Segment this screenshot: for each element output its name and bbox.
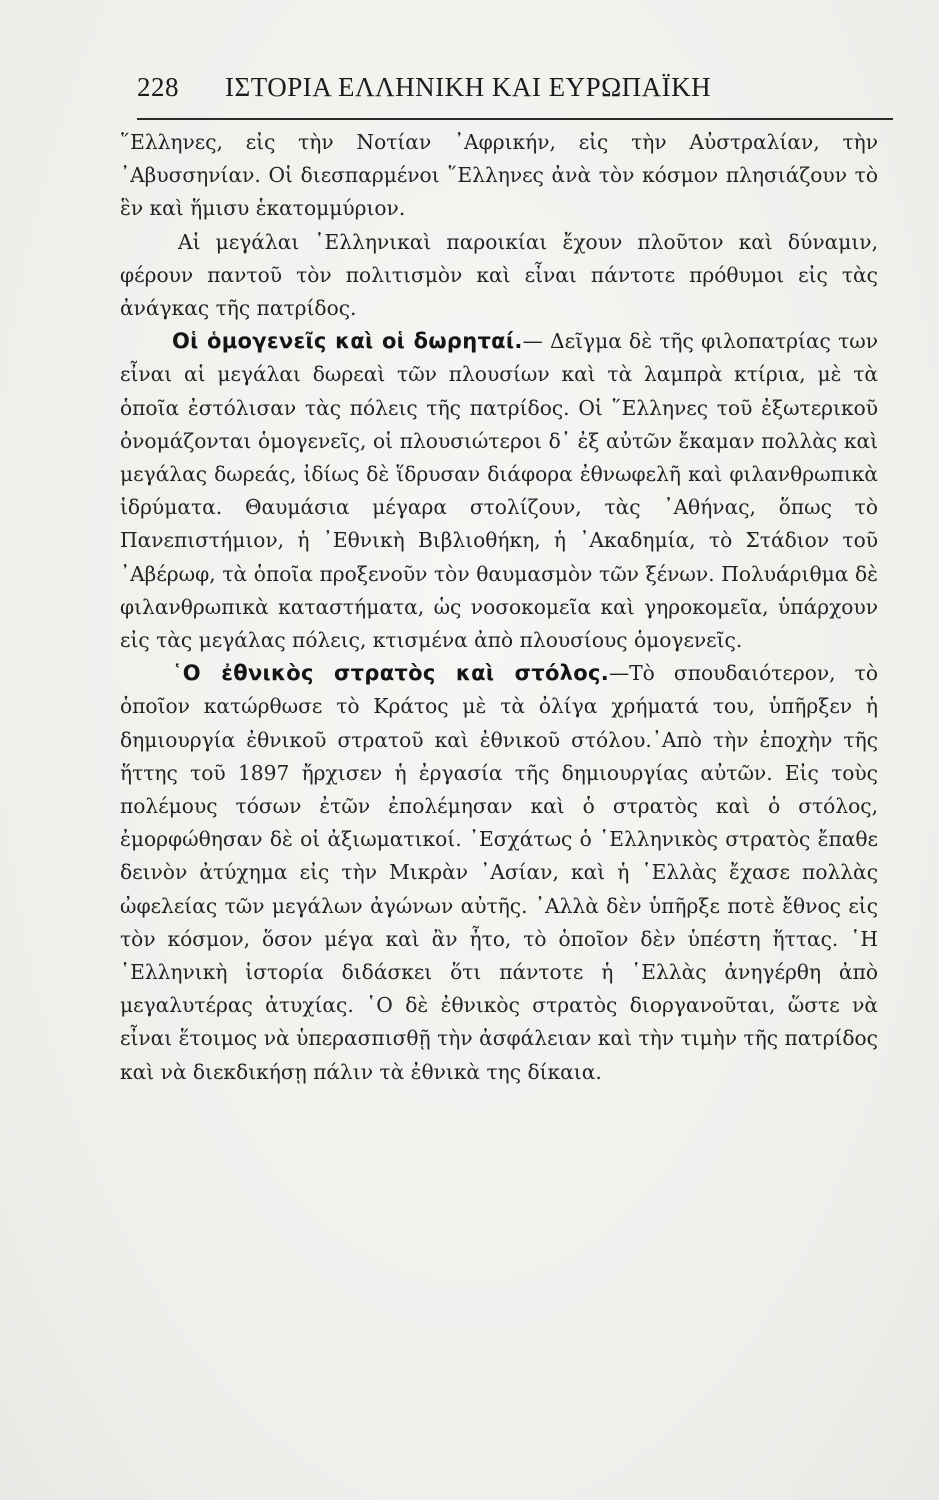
section-body-army-navy: —Τὸ σπουδαιότερον, τὸ ὁποῖον κατώρθωσε τὸ Κράτος μὲ τὰ ὀλίγα χρήματά του, ὑπῆρξεν ἡ δημιουργία ἐθνικοῦ στρατοῦ καὶ ἐθνικοῦ στόλου.᾿Απὸ τὴν ἐποχὴν τῆς ἥττης τοῦ 1897 ἤρχισεν ἡ ἐργασία τῆς δημιουργίας αὐτῶν. Εἰς τοὺς πολέμους τόσων ἐτῶν ἐπολέμησαν καὶ ὁ στρατὸς καὶ ὁ στόλος, ἐμορφώθησαν δὲ οἱ ἀξιωματικοί. ᾿Εσχάτως ὁ ῾Ελληνικὸς στρατὸς ἔπαθε δεινὸν ἀτύχημα εἰς τὴν Μικρὰν ᾿Ασίαν, καὶ ἡ ῾Ελλὰς ἔχασε πολλὰς ὠφελείας τῶν μεγάλων ἀγώνων αὐτῆς. ᾿Αλλὰ δὲν ὑπῆρξε ποτὲ ἔθνος εἰς τὸν κόσμον, ὅσον μέγα καὶ ἂν ἦτο, τὸ ὁποῖον δὲν ὑπέστη ἥττας. ῾Η ῾Ελληνικὴ ἱστορία διδάσκει ὅτι πάντοτε ἡ ῾Ελλὰς ἀνηγέρθη ἀπὸ μεγαλυτέρας ἀτυχίας. ῾Ο δὲ ἐθνικὸς στρατὸς διοργανοῦται, ὥστε νὰ εἶναι ἕτοιμος νὰ ὑπερασπισθῇ τὴν ἀσφάλειαν καὶ τὴν τιμὴν τῆς πατρίδος καὶ νὰ διεκδικήσῃ πάλιν τὰ ἐθνικὰ της δίκαια. (120, 661, 878, 1084)
page-number: 228 (137, 72, 179, 102)
section-body-benefactors: — Δεῖγμα δὲ τῆς φιλοπατρίας των εἶναι αἱ μεγάλαι δωρεαὶ τῶν πλουσίων καὶ τὰ λαμπρὰ κτίρια, μὲ τὰ ὁποῖα ἐστόλισαν τὰς πόλεις τῆς πατρίδος. Οἱ ῞Ελληνες τοῦ ἐξωτερικοῦ ὀνομάζονται ὁμογενεῖς, οἱ πλουσιώτεροι δ᾿ ἐξ αὐτῶν ἔκαμαν πολλὰς καὶ μεγάλας δωρεάς, ἰδίως δὲ ἵδρυσαν διάφορα ἐθνωφελῆ καὶ φιλανθρωπικὰ ἱδρύματα. Θαυμάσια μέγαρα στολίζουν, τὰς ᾿Αθήνας, ὅπως τὸ Πανεπιστήμιον, ἡ ᾿Εθνικὴ Βιβλιοθήκη, ἡ ᾿Ακαδημία, τὸ Στάδιον τοῦ ᾿Αβέρωφ, τὰ ὁποῖα προξενοῦν τὸν θαυμασμὸν τῶν ξένων. Πολυάριθμα δὲ φιλανθρωπικὰ καταστήματα, ὡς νοσοκομεῖα καὶ γηροκομεῖα, ὑπάρχουν εἰς τὰς μεγάλας πόλεις, κτισμένα ἀπὸ πλουσίους ὁμογενεῖς. (120, 329, 878, 653)
header-rule (137, 118, 893, 120)
section-heading-army-navy: ῾Ο ἐθνικὸς στρατὸς καὶ στόλος. (172, 661, 610, 686)
paragraph-continuation: ῞Ελληνες, εἰς τὴν Νοτίαν ᾿Αφρικήν, εἰς τὴν Αὐστραλίαν, τὴν ᾿Αβυσσηνίαν. Οἱ διεσπαρμένοι ῞Ελληνες ἀνὰ τὸν κόσμον πλησιάζουν τὸ ἓν καὶ ἥμισυ ἑκατομμύριον. (120, 130, 878, 221)
section-heading-benefactors: Οἱ ὁμογενεῖς καὶ οἱ δωρηταί. (172, 329, 523, 354)
running-header (137, 72, 897, 112)
section-benefactors (120, 325, 878, 657)
section-army-navy (120, 657, 878, 1089)
page-body (120, 126, 878, 1089)
running-title: ΙΣΤΟΡΙΑ ΕΛΛΗΝΙΚΗ ΚΑΙ ΕΥΡΩΠΑΪΚΗ (225, 72, 712, 102)
paragraph-colonies: Αἱ μεγάλαι ῾Ελληνικαὶ παροικίαι ἔχουν πλοῦτον καὶ δύναμιν, φέρουν παντοῦ τὸν πολιτισμὸν καὶ εἶναι πάντοτε πρόθυμοι εἰς τὰς ἀνάγκας τῆς πατρίδος. (120, 229, 878, 321)
